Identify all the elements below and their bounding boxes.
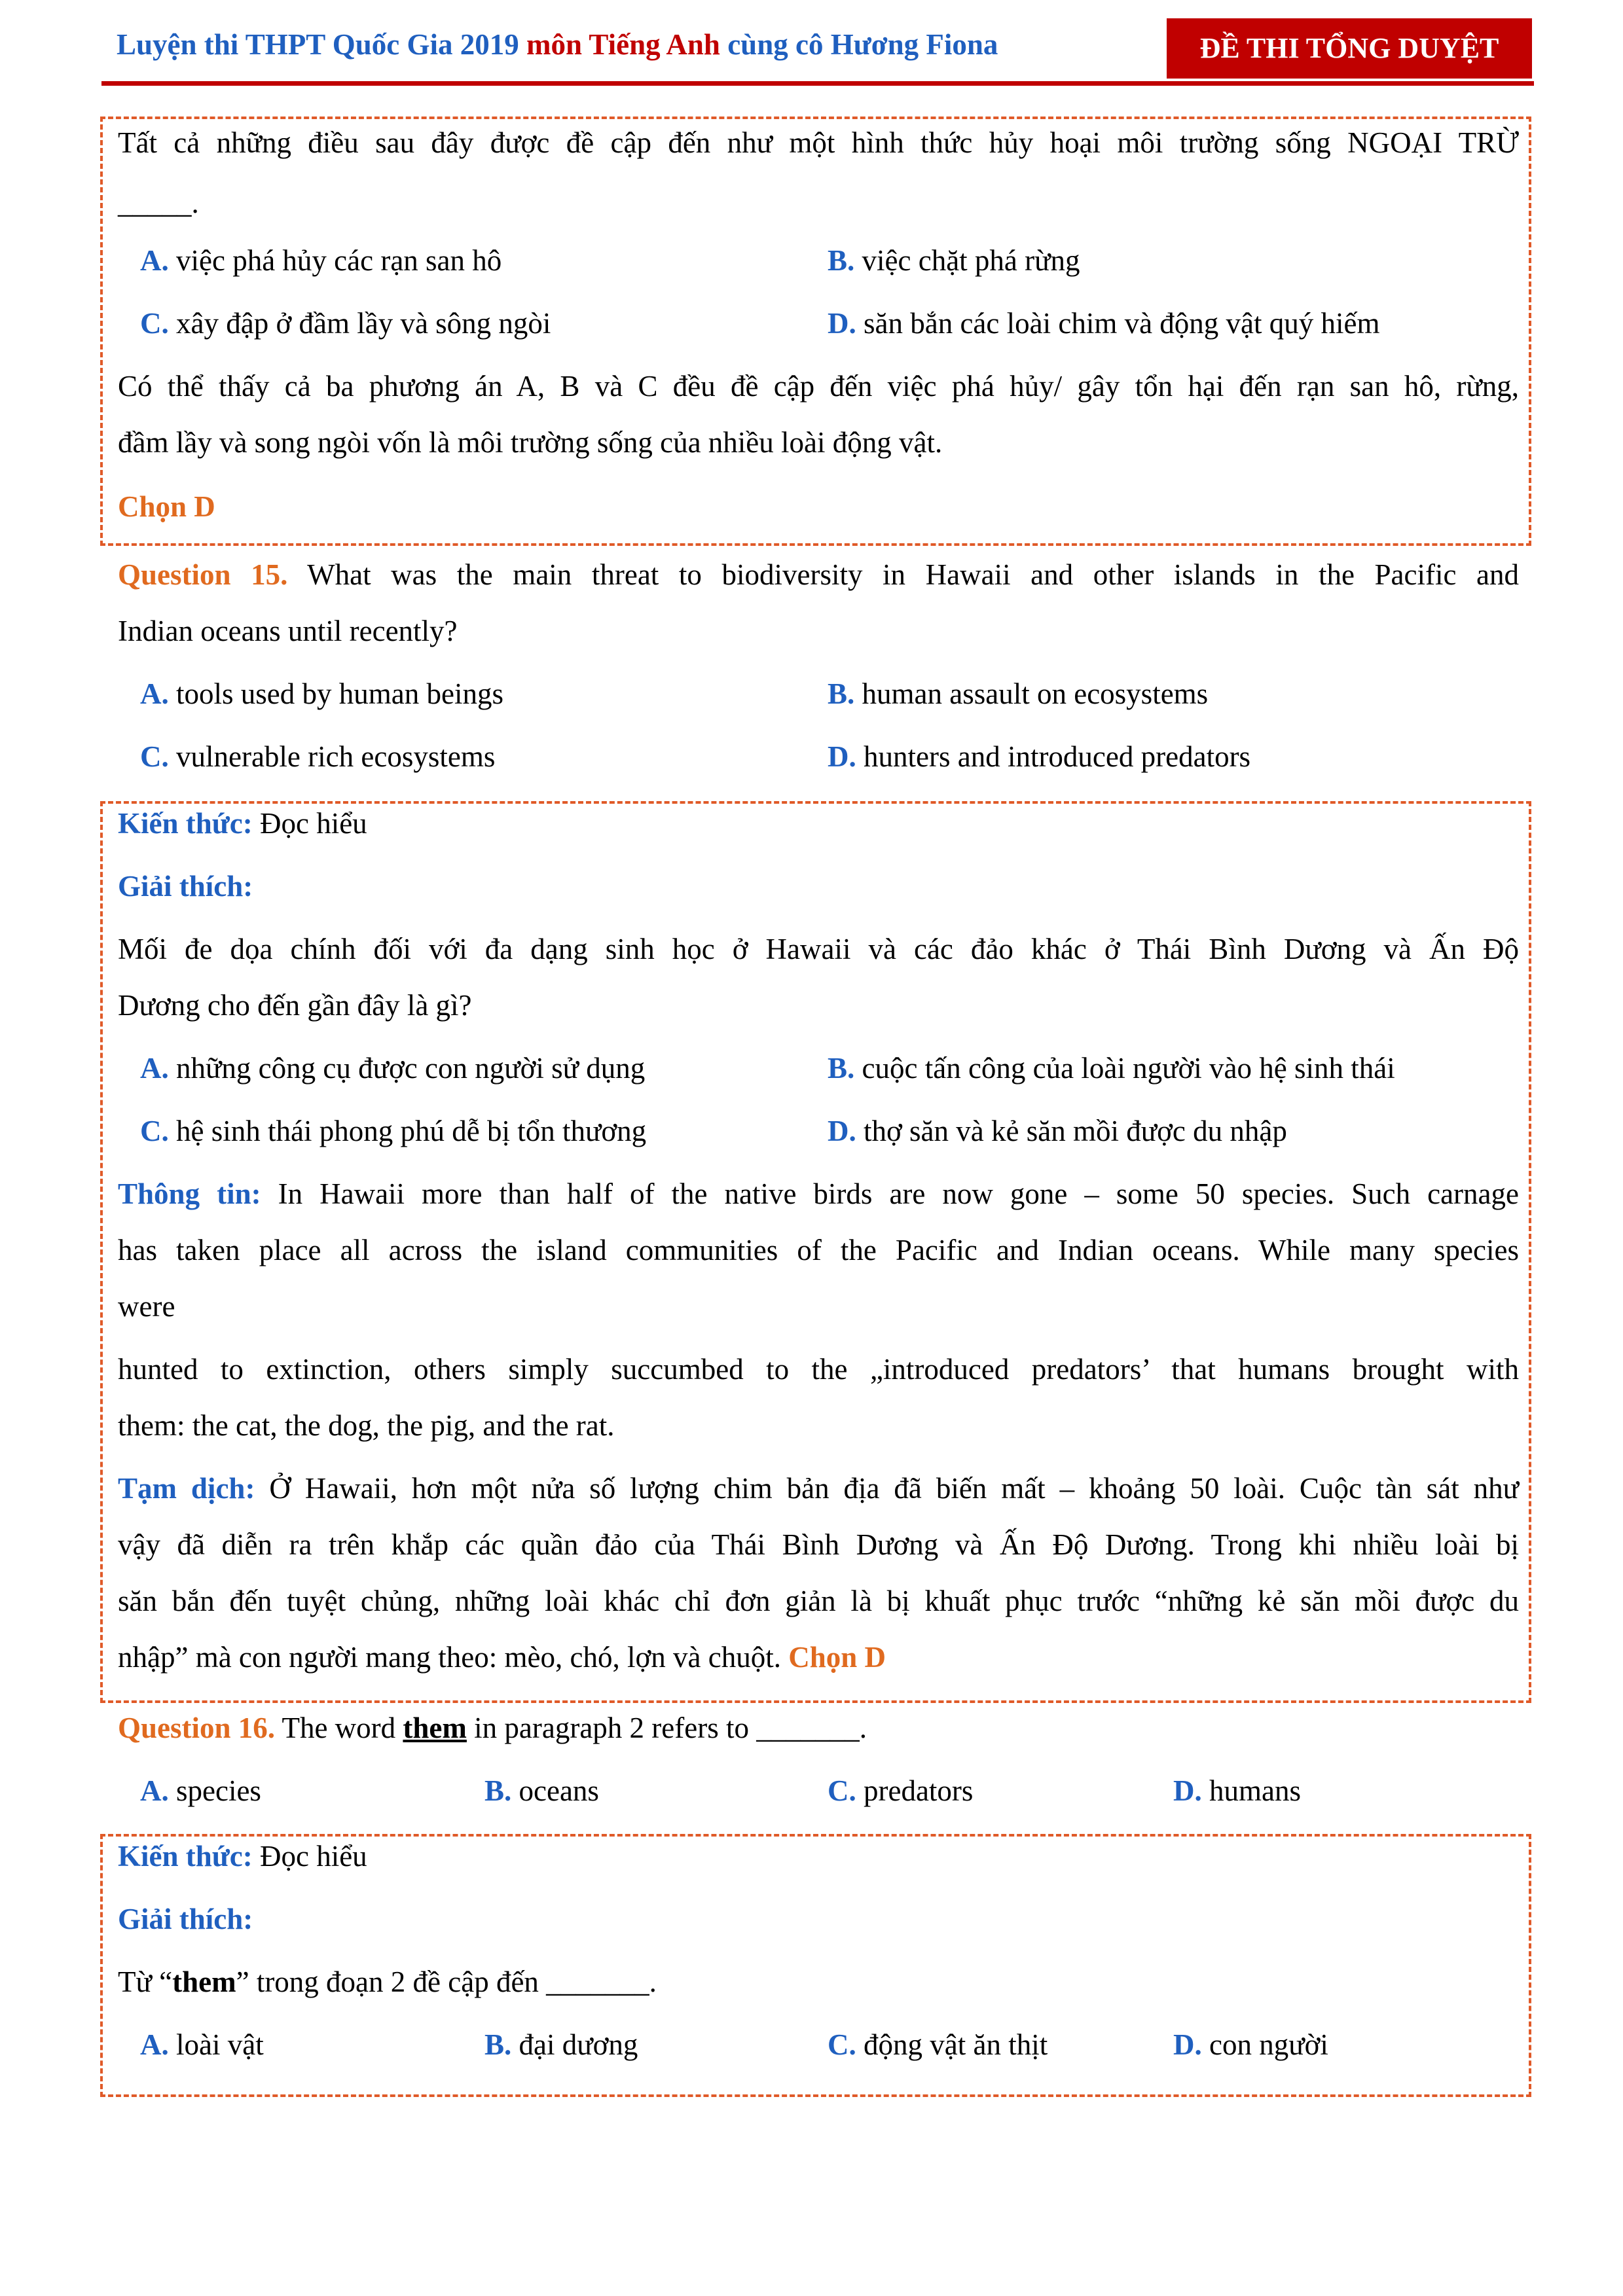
q16-label: Question 16. (118, 1712, 276, 1744)
q15-expl-option-c (140, 1113, 646, 1149)
option-text: tools used by human beings (168, 677, 503, 710)
q14-expl-question-line2: _____. (118, 187, 199, 219)
q16-option-a[interactable] (140, 1772, 261, 1809)
header-title-suffix: cùng cô Hương Fiona (720, 28, 998, 61)
q15-label: Question 15. (118, 558, 288, 591)
option-text: oceans (511, 1774, 599, 1807)
option-letter: D. (828, 307, 856, 340)
q15-expl-option-a (140, 1050, 645, 1086)
option-text: hunters and introduced predators (856, 740, 1251, 773)
option-text: đại dương (511, 2028, 638, 2061)
header-title-subject: môn Tiếng Anh (526, 28, 720, 61)
option-letter: A. (140, 1774, 169, 1807)
q15-expl-info-line1 (118, 1175, 1519, 1212)
option-text: việc chặt phá rừng (854, 244, 1080, 277)
q14-expl-option-a (140, 242, 501, 279)
q14-expl-option-d (828, 305, 1380, 342)
q14-expl-option-c (140, 305, 551, 342)
q15-text: What was the main threat to biodiversity in Hawaii and other islands in the Pacific and (287, 558, 1520, 591)
q15-text-line1 (118, 556, 1519, 593)
option-text: việc phá hủy các rạn san hô (168, 244, 502, 277)
option-letter: C. (828, 2028, 856, 2061)
option-text: săn bắn các loài chim và động vật quý hiếm (856, 307, 1380, 340)
knowledge-label: Kiến thức: (118, 1840, 253, 1873)
q16-expl-knowledge (118, 1838, 1519, 1874)
trans-text: nhập” mà con người mang theo: mèo, chó, lợn và chuột. (118, 1641, 781, 1674)
q16-option-d[interactable] (1173, 1772, 1301, 1809)
option-letter: C. (828, 1774, 856, 1807)
option-text: human assault on ecosystems (854, 677, 1209, 710)
q16-expl-explain-label: Giải thích: (118, 1903, 253, 1935)
knowledge-value: Đọc hiểu (252, 1840, 367, 1873)
q16-text-before: The word (275, 1712, 403, 1744)
option-letter: A. (140, 244, 169, 277)
q15-expl-question-line1: Mối đe dọa chính đối với đa dạng sinh học ở Hawaii và các đảo khác ở Thái Bình Dương và Ấn Độ (118, 933, 1519, 965)
q16-option-b[interactable] (484, 1772, 599, 1809)
q16-expl-option-d (1173, 2026, 1328, 2063)
header-title (117, 24, 1138, 65)
q15-expl-option-b (828, 1050, 1395, 1086)
option-text: thợ săn và kẻ săn mồi được du nhập (856, 1115, 1287, 1147)
q14-expl-option-b (828, 242, 1080, 279)
q15-expl-trans-line1 (118, 1470, 1519, 1507)
q15-expl-knowledge (118, 805, 1519, 842)
option-letter: B. (828, 1052, 855, 1085)
q15-expl-info-line3: were (118, 1290, 175, 1323)
q14-expl-explain-line2: đầm lầy và song ngòi vốn là môi trường sống của nhiều loài động vật. (118, 426, 943, 459)
option-letter: C. (140, 740, 169, 773)
option-text: loài vật (168, 2028, 264, 2061)
option-text: cuộc tấn công của loài người vào hệ sinh thái (854, 1052, 1395, 1085)
q15-expl-option-d (828, 1113, 1287, 1149)
option-letter: B. (828, 244, 855, 277)
option-text: động vật ăn thịt (856, 2028, 1048, 2061)
knowledge-label: Kiến thức: (118, 807, 253, 840)
q16-expl-option-b (484, 2026, 638, 2063)
q15-expl-trans-line3: săn bắn đến tuyệt chủng, những loài khác chỉ đơn giản là bị khuất phục trước “những kẻ săn mồi được du (118, 1585, 1519, 1617)
q15-expl-info-line2: has taken place all across the island communities of the Pacific and Indian oceans. While many species (118, 1234, 1519, 1266)
option-text: xây đập ở đầm lầy và sông ngòi (168, 307, 551, 340)
q14-expl-explain-line1: Có thể thấy cả ba phương án A, B và C đều đề cập đến việc phá hủy/ gây tổn hại đến rạn san hô, rừng, (118, 370, 1519, 403)
q15-text-line2: Indian oceans until recently? (118, 615, 458, 647)
q14-expl-question-line1: Tất cả những điều sau đây được đề cập đến như một hình thức hủy hoại môi trường sống NGOẠI TRỪ (118, 126, 1519, 159)
option-text: con người (1201, 2028, 1328, 2061)
option-letter: A. (140, 2028, 169, 2061)
q16-expl-question (118, 1964, 1519, 2000)
option-text: vulnerable rich ecosystems (168, 740, 496, 773)
trans-label: Tạm dịch: (118, 1472, 255, 1505)
q15-expl-info-line5: them: the cat, the dog, the pig, and the rat. (118, 1409, 615, 1442)
header-title-prefix: Luyện thi THPT Quốc Gia 2019 (117, 28, 526, 61)
q15-option-d[interactable] (828, 738, 1250, 775)
option-letter: D. (1173, 2028, 1202, 2061)
q16-text (118, 1710, 1519, 1746)
q14-expl-answer: Chọn D (118, 490, 215, 523)
knowledge-value: Đọc hiểu (252, 807, 367, 840)
option-letter: C. (140, 1115, 169, 1147)
q16-keyword: them (403, 1712, 467, 1744)
info-text: In Hawaii more than half of the native birds are now gone – some 50 species. Such carnage (261, 1177, 1519, 1210)
header-divider (101, 81, 1534, 86)
option-letter: B. (484, 2028, 512, 2061)
option-letter: A. (140, 1052, 169, 1085)
option-letter: D. (828, 1115, 856, 1147)
q15-option-a[interactable] (140, 675, 503, 712)
option-letter: D. (828, 740, 856, 773)
q15-expl-trans-line4 (118, 1639, 1519, 1676)
trans-text: Ở Hawaii, hơn một nửa số lượng chim bản địa đã biến mất – khoảng 50 loài. Cuộc tàn sát như (255, 1472, 1519, 1505)
option-text: predators (856, 1774, 974, 1807)
q16-text-after: in paragraph 2 refers to _______. (466, 1712, 867, 1744)
q15-option-c[interactable] (140, 738, 495, 775)
option-letter: C. (140, 307, 169, 340)
option-letter: A. (140, 677, 169, 710)
q15-expl-explain-label: Giải thích: (118, 870, 253, 903)
option-text: species (168, 1774, 261, 1807)
option-letter: B. (828, 677, 855, 710)
option-text: những công cụ được con người sử dụng (168, 1052, 646, 1085)
header-badge: ĐỀ THI TỔNG DUYỆT (1167, 18, 1532, 79)
question-after: ” trong đoạn 2 đề cập đến _______. (236, 1965, 657, 1998)
option-text: hệ sinh thái phong phú dễ bị tổn thương (168, 1115, 647, 1147)
info-label: Thông tin: (118, 1177, 261, 1210)
q15-option-b[interactable] (828, 675, 1208, 712)
q15-expl-info-line4: hunted to extinction, others simply succumbed to the „introduced predators’ that humans brought with (118, 1353, 1519, 1386)
option-text: humans (1201, 1774, 1301, 1807)
option-letter: B. (484, 1774, 512, 1807)
q16-expl-option-c (828, 2026, 1048, 2063)
q16-option-c[interactable] (828, 1772, 973, 1809)
q15-expl-question-line2: Dương cho đến gần đây là gì? (118, 989, 472, 1022)
q15-expl-trans-line2: vậy đã diễn ra trên khắp các quần đảo của Thái Bình Dương và Ấn Độ Dương. Trong khi nhiều loài bị (118, 1528, 1519, 1561)
q16-expl-option-a (140, 2026, 264, 2063)
option-letter: D. (1173, 1774, 1202, 1807)
question-before: Từ “ (118, 1965, 173, 1998)
q15-expl-answer: Chọn D (780, 1641, 886, 1674)
question-keyword: them (172, 1965, 236, 1998)
